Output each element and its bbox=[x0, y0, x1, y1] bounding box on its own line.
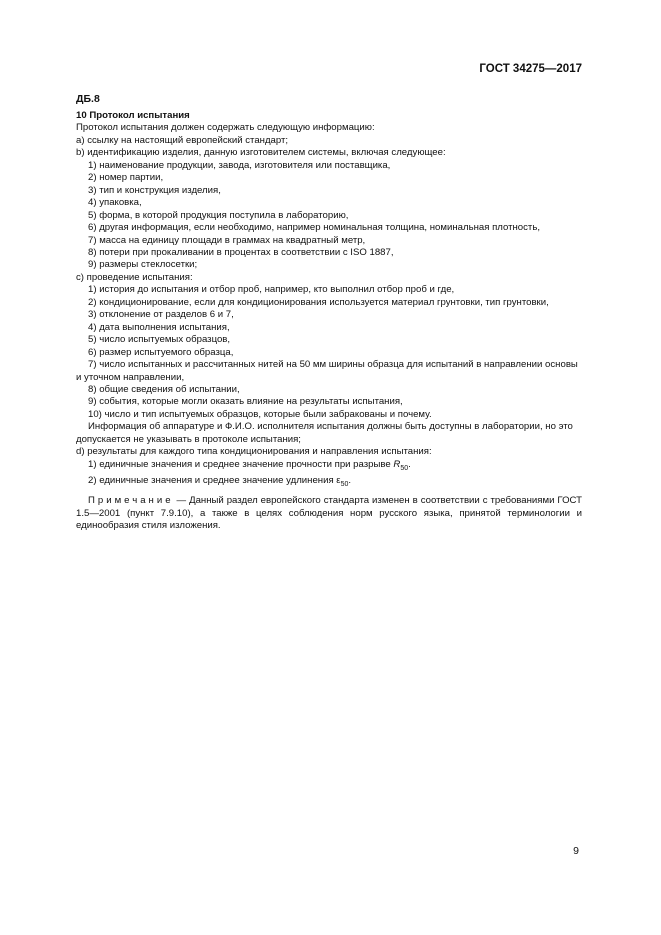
list-item: 2) кондиционирование, если для кондиционирования используется материал грунтовки, тип грунтовки, bbox=[88, 296, 549, 308]
r-subscript: 50 bbox=[400, 464, 409, 472]
info-paragraph: Информация об аппаратуре и Ф.И.О. исполнителя испытания должны быть доступны в лаборатории, но это допускается не указывать в протоколе испытания; bbox=[76, 421, 573, 445]
list-item: 9) события, которые могли оказать влияние на результаты испытания, bbox=[88, 396, 403, 408]
list-item: 7) число испытанных и рассчитанных нитей на 50 мм ширины образца для испытаний в направлении основы и уточном направлении, bbox=[76, 359, 578, 383]
list-item: 6) размер испытуемого образца, bbox=[88, 346, 234, 358]
r-symbol: R bbox=[393, 458, 401, 470]
list-item: 8) потери при прокаливании в процентах в соответствии с ISO 1887, bbox=[88, 246, 394, 258]
item-a: a) ссылку на настоящий европейский стандарт; bbox=[76, 134, 289, 146]
item-b: b) идентификацию изделия, данную изготовителем системы, включая следующее: bbox=[76, 147, 446, 159]
list-item: 8) общие сведения об испытании, bbox=[88, 383, 240, 395]
list-item: 1) единичные значения и среднее значение прочности при разрыве $R_{50}$. bbox=[88, 458, 411, 472]
list-item: 1) наименование продукции, завода, изготовителя или поставщика, bbox=[88, 159, 391, 171]
intro-text: Протокол испытания должен содержать следующую информацию: bbox=[76, 122, 375, 134]
standard-header: ГОСТ 34275—2017 bbox=[479, 63, 582, 75]
list-item: 7) масса на единицу площади в граммах на квадратный метр, bbox=[88, 234, 366, 246]
list-item: 3) отклонение от разделов 6 и 7, bbox=[88, 309, 234, 321]
page-number: 9 bbox=[573, 845, 579, 857]
note-label: Примечание bbox=[88, 495, 174, 507]
list-item: 4) упаковка, bbox=[88, 197, 142, 209]
note-text: — Данный раздел европейского стандарта изменен в соответствии с требованиями ГОСТ 1.5—2001 (пункт 7.9.10), а также в целях соблюдения норм русского языка, принятой терминологии и единообразия стиля изложения. bbox=[76, 495, 582, 532]
section-label: ДБ.8 bbox=[76, 93, 100, 105]
list-item: 3) тип и конструкция изделия, bbox=[88, 184, 221, 196]
d1-text: 1) единичные значения и среднее значение прочности при разрыве bbox=[88, 458, 394, 470]
list-item: 2) номер партии, bbox=[88, 172, 164, 184]
clause-title: 10 Протокол испытания bbox=[76, 110, 190, 121]
list-item: 1) история до испытания и отбор проб, например, кто выполнил отбор проб и где, bbox=[88, 284, 455, 296]
list-item: 9) размеры стеклосетки; bbox=[88, 259, 198, 271]
list-item: 4) дата выполнения испытания, bbox=[88, 321, 230, 333]
list-item: 5) форма, в которой продукция поступила в лабораторию, bbox=[88, 209, 349, 221]
epsilon-subscript: 50 bbox=[340, 480, 349, 488]
list-item: 5) число испытуемых образцов, bbox=[88, 334, 231, 346]
list-item: 2) единичные значения и среднее значение удлинения $\varepsilon_{50}$. bbox=[88, 475, 352, 488]
item-d: d) результаты для каждого типа кондиционирования и направления испытания: bbox=[76, 446, 432, 458]
d2-text: 2) единичные значения и среднее значение удлинения ε bbox=[88, 475, 341, 487]
list-item: 10) число и тип испытуемых образцов, которые были забракованы и почему. bbox=[88, 408, 432, 420]
document-body bbox=[76, 110, 582, 533]
item-c: c) проведение испытания: bbox=[76, 271, 193, 283]
note-paragraph bbox=[76, 495, 582, 532]
list-item: 6) другая информация, если необходимо, например номинальная толщина, номинальная плотность, bbox=[88, 222, 540, 234]
